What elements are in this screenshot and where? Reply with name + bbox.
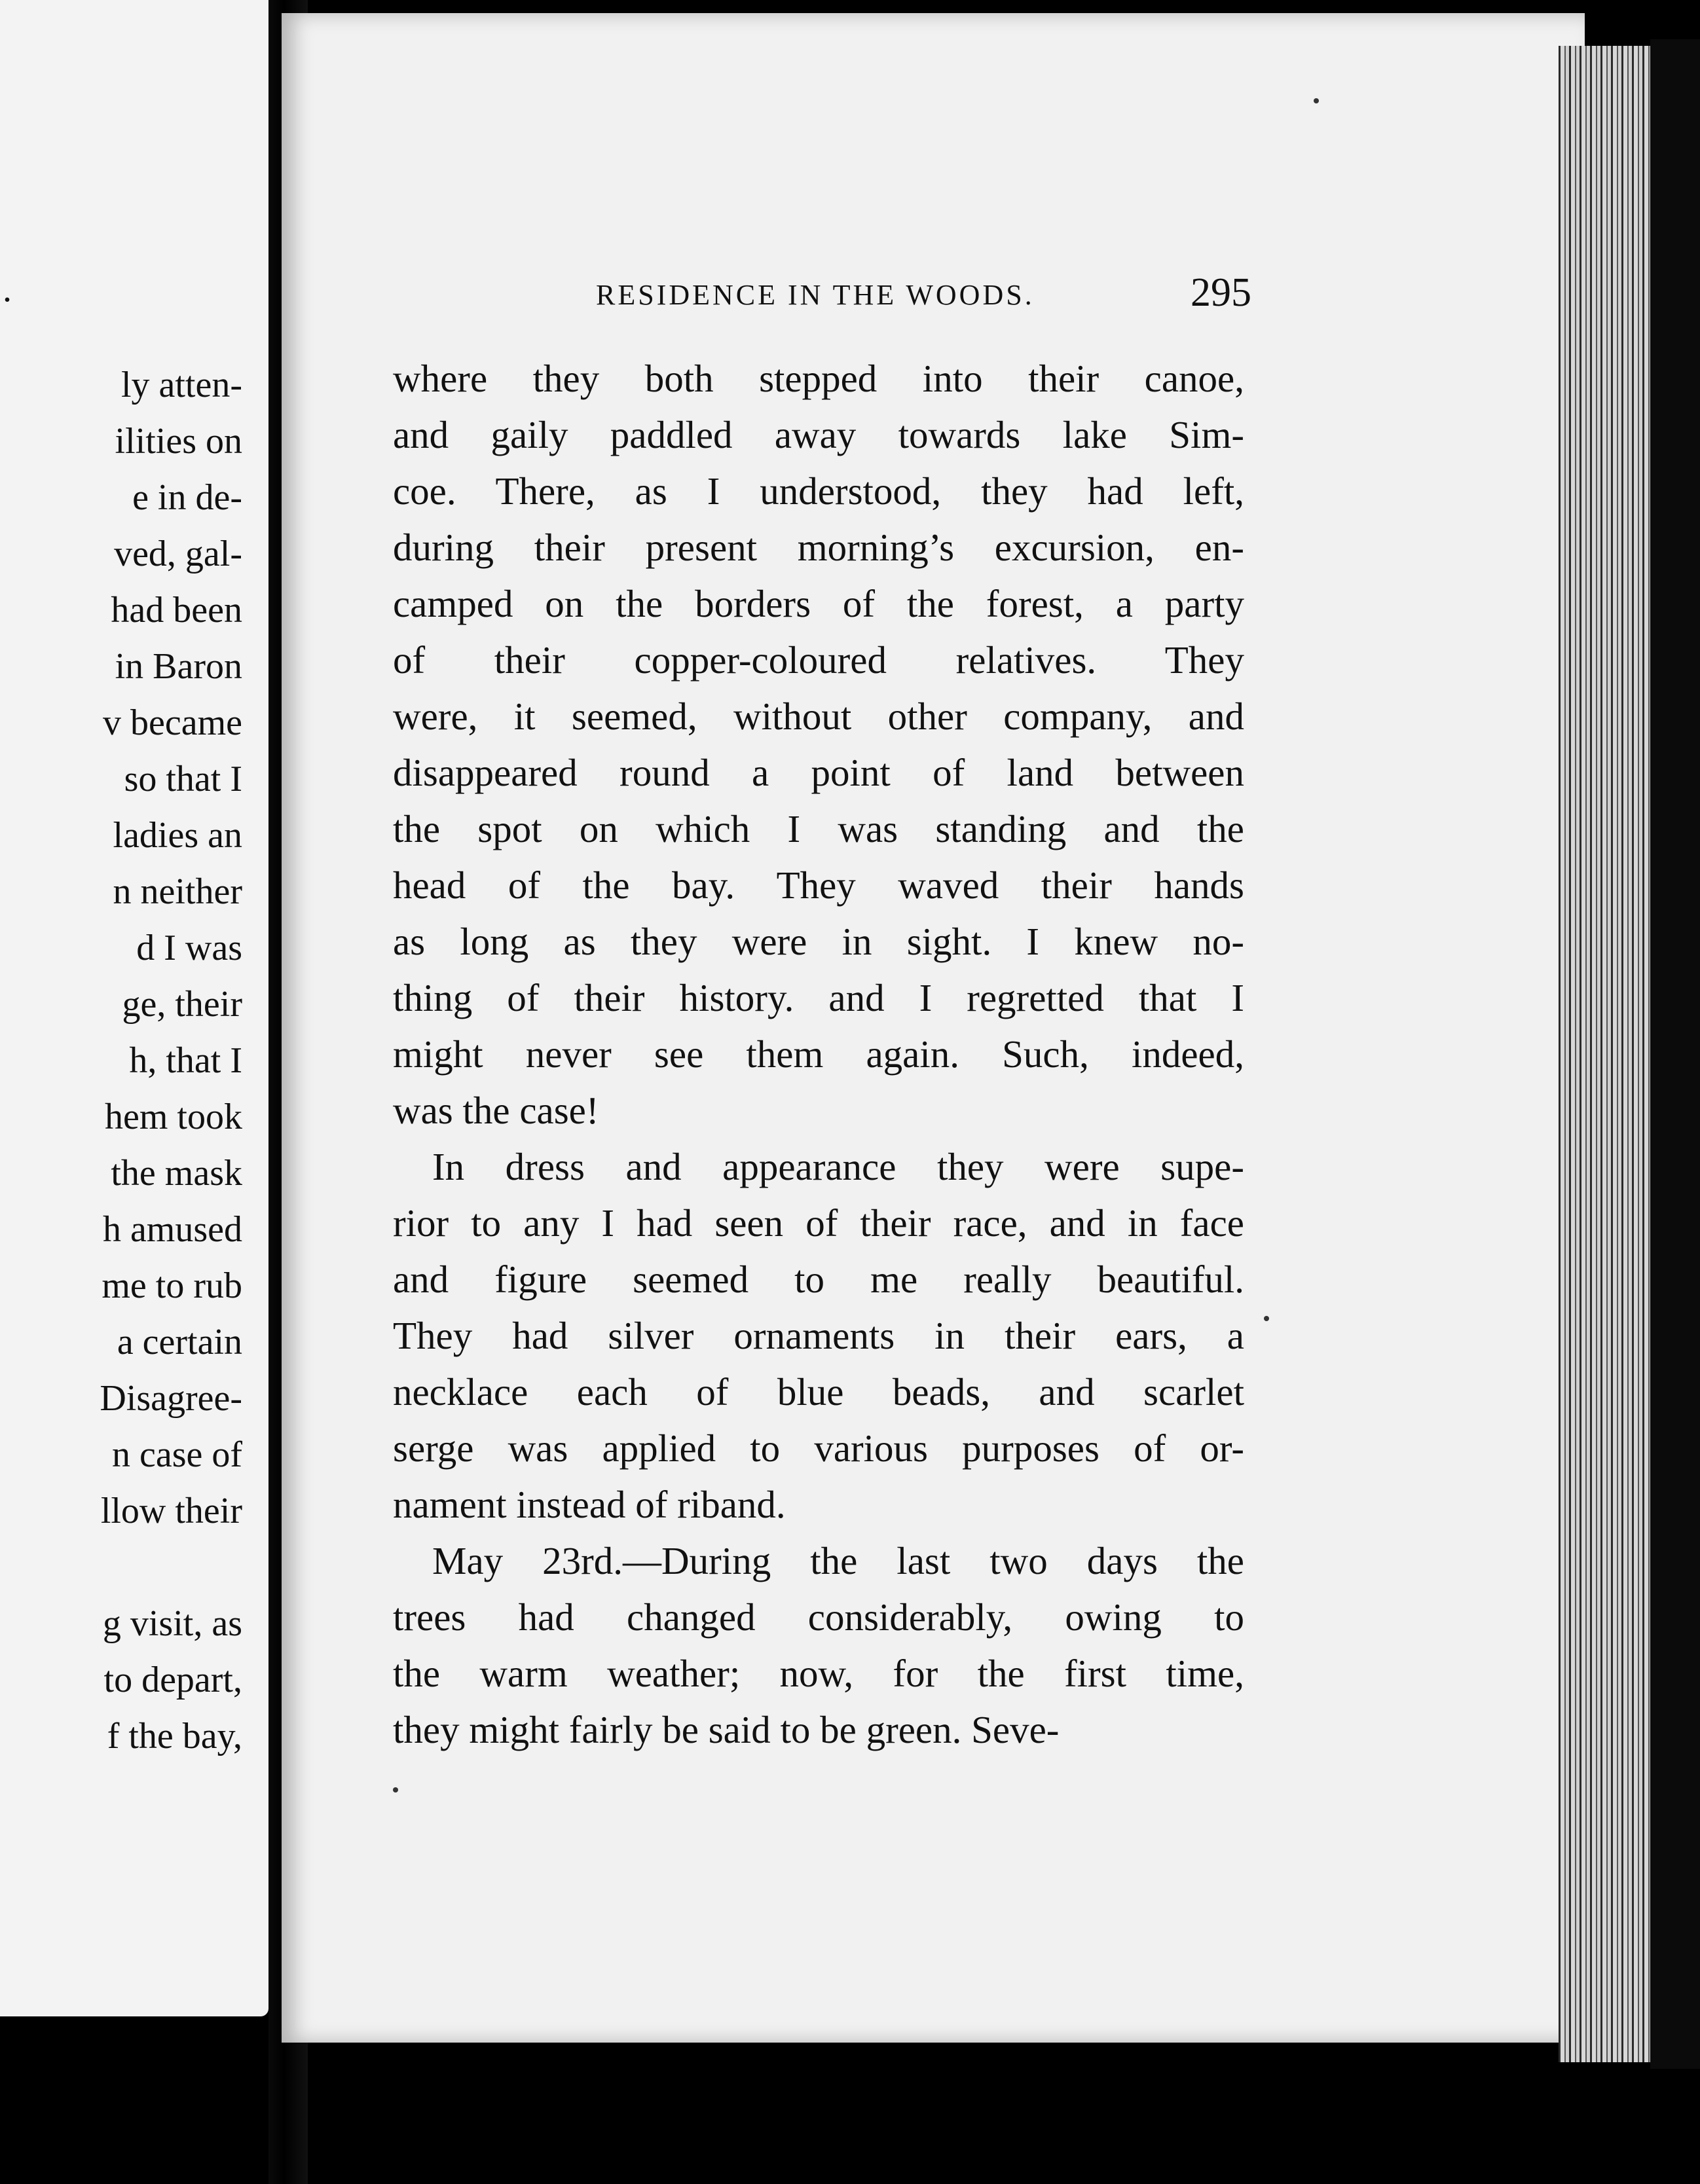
text-line: they might fairly be said to be green. Seve- (393, 1708, 1060, 1751)
ink-speck (1314, 98, 1319, 103)
text-line: coe. There, as I understood, they had left, (393, 469, 1244, 513)
page-number: 295 (1191, 270, 1251, 315)
left-fragment-line: h amused (102, 1209, 242, 1250)
left-fragment-line: Disagree- (100, 1378, 242, 1419)
ink-speck (1264, 1316, 1269, 1321)
left-fragment-line: d I was (136, 928, 242, 968)
text-line: was the case! (393, 1089, 599, 1132)
left-fragment-line: me to rub (102, 1265, 242, 1306)
text-line: camped on the borders of the forest, a party (393, 582, 1244, 625)
paragraph (393, 350, 1244, 1138)
left-fragment-line: ladies an (113, 815, 242, 856)
text-line: In dress and appearance they were supe- (432, 1145, 1244, 1188)
text-line: serge was applied to various purposes of or- (393, 1427, 1244, 1470)
paragraph (393, 1138, 1244, 1533)
left-fragment-line: a certain (117, 1322, 242, 1362)
left-fragment-line: hem took (105, 1097, 242, 1137)
text-line: and figure seemed to me really beautiful. (393, 1258, 1244, 1301)
left-fragment-line (100, 1539, 242, 1595)
left-page-text-fragments (100, 357, 242, 1764)
text-line: necklace each of blue beads, and scarlet (393, 1370, 1244, 1413)
text-line: of their copper-coloured relatives. They (393, 638, 1244, 682)
left-fragment-line: n neither (113, 871, 242, 912)
left-fragment-line: ilities on (115, 421, 242, 462)
ink-speck (393, 1787, 398, 1793)
left-fragment-line: v became (103, 702, 242, 743)
text-line: disappeared round a point of land between (393, 751, 1244, 794)
left-fragment-line: llow their (100, 1491, 242, 1531)
text-line: the spot on which I was standing and the (393, 807, 1244, 850)
left-fragment-line: so that I (124, 759, 242, 799)
text-line: head of the bay. They waved their hands (393, 864, 1244, 907)
paragraph (393, 1533, 1244, 1758)
page-edges-shadow (1650, 39, 1700, 2069)
text-line: nament instead of riband. (393, 1483, 786, 1526)
text-line: and gaily paddled away towards lake Sim- (393, 413, 1244, 456)
text-line: the warm weather; now, for the first time, (393, 1652, 1244, 1695)
text-line: trees had changed considerably, owing to (393, 1595, 1244, 1639)
text-line: might never see them again. Such, indeed, (393, 1032, 1244, 1076)
text-line: May 23rd.—During the last two days the (432, 1539, 1244, 1582)
left-fragment-line: f the bay, (107, 1716, 242, 1756)
running-head: RESIDENCE IN THE WOODS. (596, 279, 1035, 311)
text-line: as long as they were in sight. I knew no- (393, 920, 1244, 963)
left-facing-page (0, 0, 268, 2016)
text-line: rior to any I had seen of their race, and in face (393, 1201, 1244, 1245)
left-fragment-line: e in de- (132, 477, 242, 518)
left-fragment-line: the mask (111, 1153, 242, 1193)
left-fragment-line: ge, their (122, 984, 242, 1025)
left-fragment-line: n case of (111, 1434, 242, 1475)
left-fragment-line: g visit, as (102, 1603, 242, 1644)
text-line: thing of their history. and I regretted that I (393, 976, 1244, 1019)
body-text (393, 350, 1244, 1758)
left-fragment-line: had been (111, 590, 242, 630)
left-page-stray-mark: . (3, 269, 12, 310)
left-fragment-line: to depart, (103, 1660, 242, 1700)
text-line: were, it seemed, without other company, and (393, 695, 1244, 738)
left-fragment-line: ly atten- (120, 365, 242, 405)
text-line: during their present morning’s excursion, en- (393, 526, 1244, 569)
text-line: where they both stepped into their canoe, (393, 357, 1244, 400)
left-fragment-line: ved, gal- (114, 534, 242, 574)
left-fragment-line: h, that I (129, 1040, 242, 1081)
text-line: They had silver ornaments in their ears, a (393, 1314, 1244, 1357)
left-fragment-line: in Baron (115, 646, 242, 687)
